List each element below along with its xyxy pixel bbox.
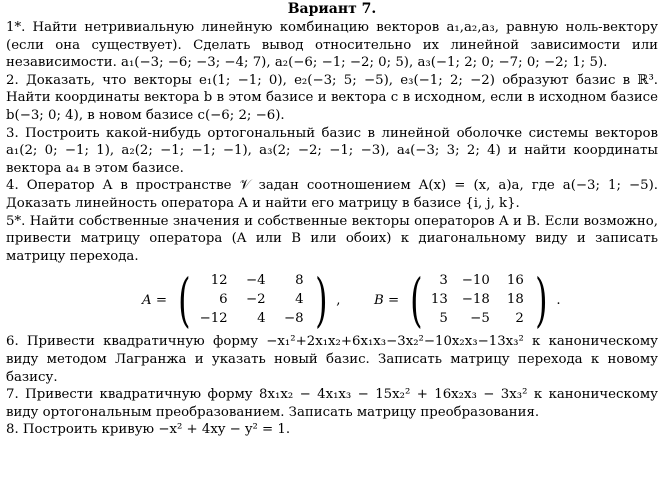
variant-title: Вариант 7. (287, 1, 377, 17)
problem-4: 4. Оператор A в пространстве 𝒱 задан соотношением A(x) = (x, a)a, где a(−3; 1; −5). Доказать линейность оператора A и найти его матрицу в базисе {i, j, k}. (6, 178, 658, 211)
matrix-b-cell: −18 (461, 291, 490, 307)
matrix-a-grid (196, 272, 310, 329)
matrix-a-cell: −12 (199, 310, 228, 326)
matrix-b-cell: 16 (506, 272, 524, 288)
matrix-b-cell: −10 (461, 272, 490, 288)
problem-1: 1*. Найти нетривиальную линейную комбинацию векторов a₁,a₂,a₃, равную ноль-вектору (если она существует). Сделать вывод относительно их линейной зависимости или независимости. a₁(−3; −6; −3; −4; 7), a₂(−6; −1; −2; 0; 5), a₃(−1; 2; 0; −7; 0; −2; 1; 5). (6, 20, 658, 71)
matrix-a-cell: −2 (246, 291, 266, 307)
matrix-b-grid (428, 272, 530, 329)
right-paren-icon: ) (314, 266, 328, 335)
matrix-a-label: A = (142, 292, 167, 308)
problem-2: 2. Доказать, что векторы e₁(1; −1; 0), e₂(−3; 5; −5), e₃(−1; 2; −2) образуют базис в ℝ³. Найти координаты вектора b в этом базисе и вектора c в исходном, если в исходном базисе b(−3; 0; 4), в новом базисе c(−6; 2; −6). (6, 72, 658, 123)
problem-7: 7. Привести квадратичную форму 8x₁x₂ − 4x₁x₃ − 15x₂² + 16x₂x₃ − 3x₃² к каноническому виду ортогональным преобразованием. Записать матрицу преобразования. (6, 387, 658, 420)
matrix-b-cell: 13 (430, 291, 448, 307)
matrix-a-cell: −8 (284, 310, 304, 326)
matrix-b-label: B = (374, 292, 400, 308)
matrix-a-cell: 12 (210, 272, 228, 288)
matrix-a-cell: −4 (246, 272, 266, 288)
matrix-a-punct: , (336, 292, 341, 308)
matrix-b-cell: 18 (506, 291, 524, 307)
left-paren-icon: ( (178, 266, 191, 335)
matrix-a (142, 267, 341, 333)
matrices-row (6, 267, 658, 333)
right-paren-icon: ) (534, 266, 548, 335)
matrix-b-cell: −5 (470, 310, 490, 326)
matrix-a-cell: 4 (295, 291, 304, 307)
problem-5: 5*. Найти собственные значения и собственные векторы операторов A и B. Если возможно, привести матрицу оператора (A или B или обоих) к диагональному виду и записать матрицу перехода. (6, 213, 658, 264)
matrix-a-cell: 8 (295, 272, 304, 288)
matrix-b-punct: . (556, 292, 561, 308)
matrix-a-cell: 6 (219, 291, 228, 307)
problem-6: 6. Привести квадратичную форму −x₁²+2x₁x₂+6x₁x₃−3x₂²−10x₂x₃−13x₃² к каноническому виду методом Лагранжа и указать новый базис. Записать матрицу перехода к новому базису. (6, 334, 658, 385)
matrix-b (374, 267, 561, 333)
matrix-b-cell: 2 (515, 310, 524, 326)
matrix-b-cell: 5 (439, 310, 448, 326)
matrix-b-cell: 3 (439, 272, 448, 288)
problem-3: 3. Построить какой-нибудь ортогональный базис в линейной оболочке системы векторов a₁(2; 0; −1; 1), a₂(2; −1; −1; −1), a₃(2; −2; −1; −3), a₄(−3; 3; 2; 4) и найти координаты вектора a₄ в этом базисе. (6, 125, 658, 176)
left-paren-icon: ( (410, 266, 423, 335)
matrix-a-cell: 4 (257, 310, 266, 326)
problem-8: 8. Построить кривую −x² + 4xy − y² = 1. (6, 422, 291, 438)
